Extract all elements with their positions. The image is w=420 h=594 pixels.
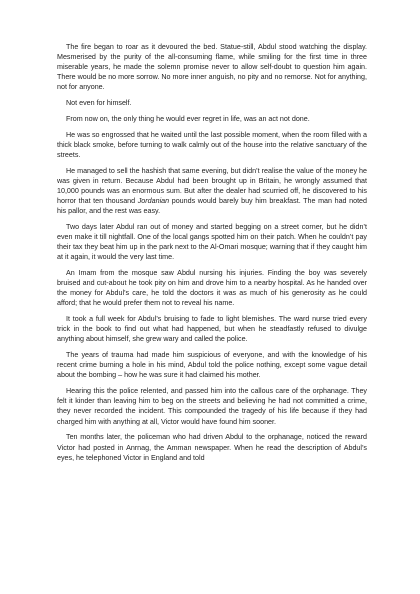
- text-run: pounds would barely buy him breakfast. The man had noted his pallor, and the rest was easy.: [57, 197, 367, 216]
- text-run: He managed to sell the hashish that same evening, but didn’t realise the value of the money he was given in return. Because Abdul had been brought up in Britain, he wrongly assumed that 10,000 pounds was an enormous sum. But after the dealer had scurried off, he discovered to his horror that ten thousand: [57, 167, 367, 206]
- paragraph: The fire began to roar as it devoured the bed. Statue-still, Abdul stood watching the display. Mesmerised by the purity of the all-consuming flame, while smiling for the first time in three miserable years, he made the solemn promise never to allow self-doubt to question him again. There would be no more sorrow. No more inner anguish, no pity and no remorse. Not for anything, not for anyone.: [57, 43, 367, 92]
- paragraph: Two days later Abdul ran out of money and started begging on a street corner, but he didn’t even make it till nightfall. One of the local gangs spotted him on their patch. When he couldn’t pay their tax they beat him up in the park next to the Al-Omari mosque; warning that if they caught him at it again, it would the very last time.: [57, 223, 367, 262]
- italic-text: Jordanian: [137, 197, 170, 206]
- paragraph: It took a full week for Abdul’s bruising to fade to light blemishes. The ward nurse tried every trick in the book to find out what had happened, but when he steadfastly refused to divulge anything about himself, she grew wary and called the police.: [57, 315, 367, 344]
- paragraph: Ten months later, the policeman who had driven Abdul to the orphanage, noticed the reward Victor had posted in Anrnag, the Amman newspaper. When he read the description of Abdul’s eyes, he telephoned Victor in England and told: [57, 433, 367, 462]
- paragraph: He was so engrossed that he waited until the last possible moment, when the room filled with a thick black smoke, before turning to walk calmly out of the house into the relative sanctuary of the streets.: [57, 131, 367, 160]
- paragraph: Not even for himself.: [66, 99, 132, 108]
- paragraph: From now on, the only thing he would ever regret in life, was an act not done.: [66, 115, 310, 124]
- paragraph: The years of trauma had made him suspicious of everyone, and with the knowledge of his recent crime burning a hole in his mind, Abdul told the police nothing, except some vague detail about the bombing – how he was sure it had claimed his mother.: [57, 351, 367, 380]
- paragraph: Hearing this the police relented, and passed him into the callous care of the orphanage. They felt it kinder than leaving him to beg on the streets and believing he had not committed a crime, they never recorded the incident. This compounded the tragedy of his life because if they had charged him with anything at all, Victor would have found him sooner.: [57, 387, 367, 426]
- page-body: [57, 42, 367, 468]
- paragraph: [57, 166, 367, 216]
- paragraph: An Imam from the mosque saw Abdul nursing his injuries. Finding the boy was severely bruised and cut-about he took pity on him and drove him to a nearby hospital. As he handed over the money for Abdul’s care, he told the doctors it was as much of his generosity as he could afford; that he would prefer them not to reveal his name.: [57, 269, 367, 308]
